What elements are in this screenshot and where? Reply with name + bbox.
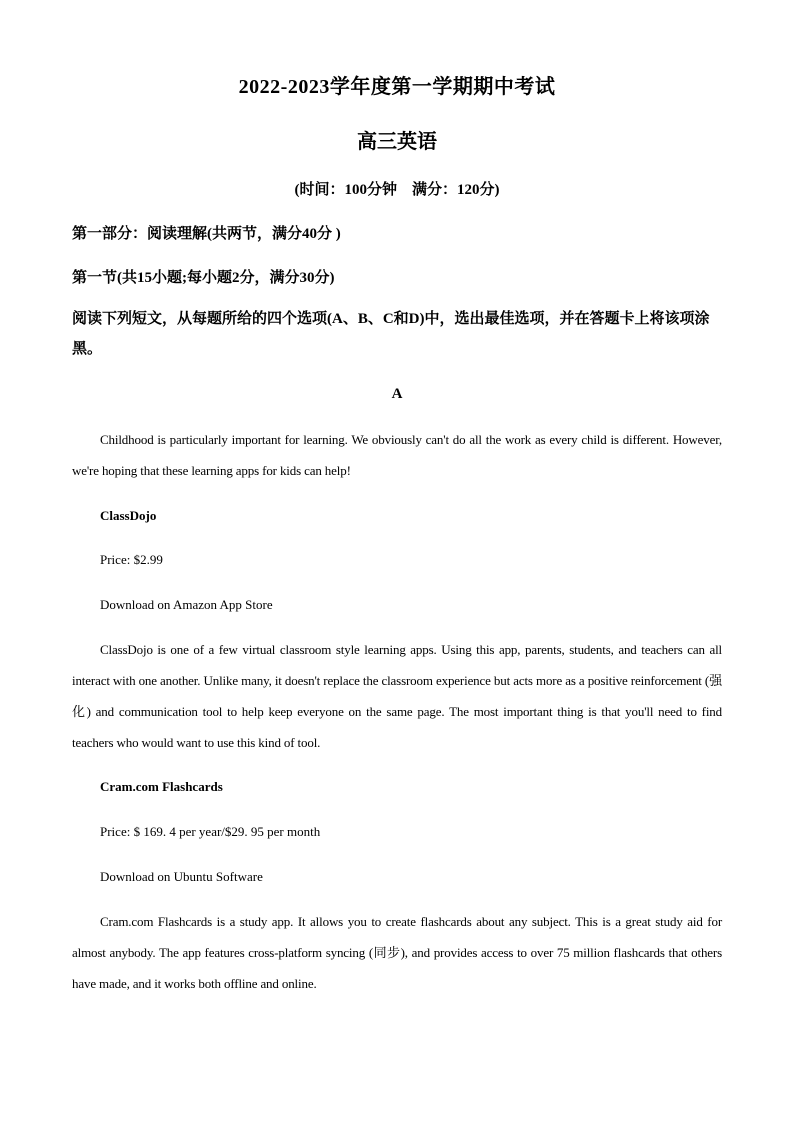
- app-description: ClassDojo is one of a few virtual classroom style learning apps. Using this app, parents, students, and teachers can all interact with one another. Unlike many, it doesn't replace the classroom experience but acts more as a positive reinforcement (强化) and communication tool to help keep everyone on the same page. The most important thing is that you'll need to find teachers who would want to use this kind of tool.: [72, 642, 722, 750]
- app-price: Price: $2.99: [100, 552, 163, 567]
- app-price: Price: $ 169. 4 per year/$29. 95 per month: [100, 824, 321, 839]
- app-download: Download on Amazon App Store: [100, 597, 273, 612]
- section-one-heading: 第一节(共15小题;每小题2分，满分30分): [72, 270, 335, 286]
- app-name: ClassDojo: [100, 508, 157, 523]
- reading-instructions: 阅读下列短文，从每题所给的四个选项(A、B、C和D)中，选出最佳选项，并在答题卡上将该项涂黑。: [72, 311, 710, 357]
- part-one-heading: 第一部分：阅读理解(共两节，满分40分 ): [72, 226, 341, 242]
- app-name: Cram.com Flashcards: [100, 779, 223, 794]
- exam-subject: 高三英语: [357, 131, 437, 153]
- passage-letter: A: [391, 386, 403, 402]
- app-download: Download on Ubuntu Software: [100, 869, 263, 884]
- passage-intro: Childhood is particularly important for learning. We obviously can't do all the work as every child is different. However, we're hoping that these learning apps for kids can help!: [72, 432, 722, 478]
- exam-title: 2022-2023学年度第一学期期中考试: [238, 76, 556, 98]
- exam-time-score: (时间：100分钟 满分：120分): [294, 182, 500, 198]
- app-description: Cram.com Flashcards is a study app. It allows you to create flashcards about any subject. This is a great study aid for almost anybody. The app features cross-platform syncing (同步), and provides access to over 75 million flashcards that others have made, and it works both offline and online.: [72, 914, 722, 991]
